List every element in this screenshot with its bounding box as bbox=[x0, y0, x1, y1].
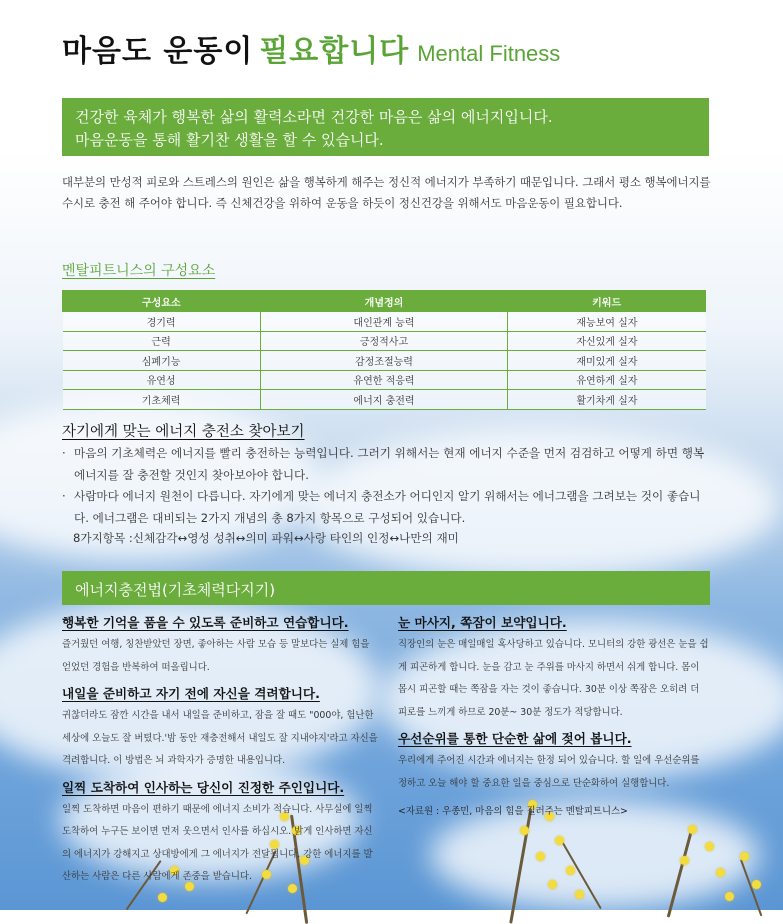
method-heading: 일찍 도착하여 인사하는 당신이 진정한 주인입니다. bbox=[62, 779, 345, 795]
method-heading: 내일을 준비하고 자기 전에 자신을 격려합니다. bbox=[62, 686, 320, 701]
table-cell: 재능보여 실자 bbox=[508, 312, 706, 332]
method-item bbox=[398, 612, 710, 724]
title-korean-dark: 마음도 운동이 bbox=[62, 34, 254, 69]
method-heading: 우선순위를 통한 단순한 삶에 젖어 봅니다. bbox=[398, 731, 632, 746]
method-right-column bbox=[398, 612, 710, 817]
table-cell: 긍정적사고 bbox=[260, 331, 508, 351]
bullet-text: 마음의 기초체력은 에너지를 빨리 충전하는 능력입니다. 그러기 위해서는 현재 에너지 수준을 먼저 검검하고 어떻게 하면 행복에너지를 잘 충전할 것인지 찾아보아야 합니다. bbox=[74, 446, 705, 482]
bullet-text: 사람마다 에너지 원천이 다릅니다. 자기에게 맞는 에너지 충전소가 어디인지 알기 위해서는 에너그램을 그려보는 것이 좋습니다. 에너그램은 대비되는 2가지 개념의 총 8가지 항목으로 구성되어 있습니다. bbox=[74, 489, 701, 525]
station-title: 자기에게 맞는 에너지 충전소 찾아보기 bbox=[62, 424, 305, 440]
method-body: 직장인의 눈은 매일매일 혹사당하고 있습니다. 모니터의 강한 광선은 눈을 쉽게 피곤하게 합니다. 눈을 감고 눈 주위를 마사지 하면서 쉬게 합니다. 몸이 몹시 피곤할 때는 쪽잠을 자는 것이 좋습니다. 30분 이상 쪽잠은 오히려 더 피로를 느끼게 하므로 20분~ 30분 정도가 적당합니다. bbox=[398, 639, 709, 718]
table-cell: 경기력 bbox=[63, 312, 261, 332]
method-item bbox=[398, 728, 710, 795]
table-cell: 근력 bbox=[63, 331, 261, 351]
method-left-column bbox=[62, 612, 380, 893]
table-header: 구성요소 bbox=[63, 291, 261, 312]
method-heading: 행복한 기억을 품을 수 있도록 준비하고 연습합니다. bbox=[62, 615, 349, 630]
table-row bbox=[63, 370, 706, 390]
table-cell: 재미있게 실자 bbox=[508, 351, 706, 371]
method-body: 일찍 도착하면 마음이 편하기 때문에 에너지 소비가 적습니다. 사무실에 일찍 도착하여 누구든 보이면 먼저 웃으면서 인사를 하십시오. 밝게 인사하면 자신의 에너지가 강해지고 상대방에게 그 에너지가 전달됩니다. 강한 에너지를 발산하는 사람은 다른 사람에게 존중을 받습니다. bbox=[62, 803, 373, 882]
list-item bbox=[62, 443, 710, 486]
method-body: 귀찮더라도 잠깐 시간을 내서 내일을 준비하고, 잠을 잘 때도 "000야, 험난한 세상에 오늘도 잘 버텼다.'밤 동안 재충전해서 내일도 잘 지내야지'라고 자신을 격려합니다. 이 방법은 뇌 과학자가 증명한 내용입니다. bbox=[62, 710, 378, 766]
station-bullets bbox=[62, 443, 710, 529]
eight-items-line: 8가지항목 :신체감각↔영성 성취↔의미 파워↔사랑 타인의 인정↔나만의 재미 bbox=[73, 531, 459, 545]
method-banner bbox=[62, 571, 710, 605]
table-cell: 감정조절능력 bbox=[260, 351, 508, 371]
intro-paragraph: 대부분의 만성적 피로와 스트레스의 원인은 삶을 행복하게 해주는 정신적 에너지가 부족하기 때문입니다. 그래서 평소 행복에너지를 수시로 충전 해 주어야 합니다. 즉 신체건강을 위하여 운동을 하듯이 정신건강을 위해서도 마음운동이 필요합니다. bbox=[62, 175, 711, 210]
method-heading: 눈 마사지, 쪽잠이 보약입니다. bbox=[398, 615, 567, 630]
table-cell: 유연성 bbox=[63, 370, 261, 390]
table-row bbox=[63, 312, 706, 332]
title-english: Mental Fitness bbox=[417, 41, 561, 66]
bullet-dot-icon: · bbox=[62, 489, 66, 503]
table-header-row bbox=[63, 291, 706, 312]
banner-line-1: 건강한 육체가 행복한 삶의 활력소라면 건강한 마음은 삶의 에너지입니다. bbox=[75, 108, 553, 126]
intro-banner bbox=[62, 98, 709, 156]
source-citation: <자료원 : 우종민, 마음의 힘을 길러주는 멘탈피트니스> bbox=[398, 806, 628, 817]
page-title bbox=[62, 26, 560, 70]
table-cell: 심폐기능 bbox=[63, 351, 261, 371]
banner-line-2: 마음운동을 통해 활기찬 생활을 할 수 있습니다. bbox=[75, 131, 384, 149]
method-body: 우리에게 주어진 시간과 에너지는 한정 되어 있습니다. 할 일에 우선순위를 정하고 오늘 해야 할 중요한 일을 중심으로 단순화하여 실행합니다. bbox=[398, 755, 700, 789]
components-title: 멘탈피트니스의 구성요소 bbox=[62, 263, 216, 279]
components-table bbox=[62, 290, 706, 410]
table-cell: 활기차게 실자 bbox=[508, 390, 706, 410]
method-body: 즐거웠던 여행, 칭찬받았던 장면, 좋아하는 사람 모습 등 말보다는 실제 힘을 얻었던 경험을 반복하여 떠올립니다. bbox=[62, 639, 370, 673]
table-cell: 유연한 적응력 bbox=[260, 370, 508, 390]
table-row bbox=[63, 351, 706, 371]
table-cell: 기초체력 bbox=[63, 390, 261, 410]
table-header: 개념정의 bbox=[260, 291, 508, 312]
title-korean-green: 필요합니다 bbox=[259, 34, 410, 69]
table-cell: 자신있게 실자 bbox=[508, 331, 706, 351]
table-cell: 유연하게 실자 bbox=[508, 370, 706, 390]
table-header: 키워드 bbox=[508, 291, 706, 312]
list-item bbox=[62, 486, 710, 529]
method-item bbox=[62, 683, 380, 773]
table-row bbox=[63, 331, 706, 351]
method-title: 에너지충전법(기초체력다지기) bbox=[75, 581, 276, 599]
method-item bbox=[62, 612, 380, 679]
table-cell: 에너지 충전력 bbox=[260, 390, 508, 410]
table-cell: 대인관계 능력 bbox=[260, 312, 508, 332]
table-row bbox=[63, 390, 706, 410]
method-item bbox=[62, 777, 380, 889]
bullet-dot-icon: · bbox=[62, 446, 66, 460]
